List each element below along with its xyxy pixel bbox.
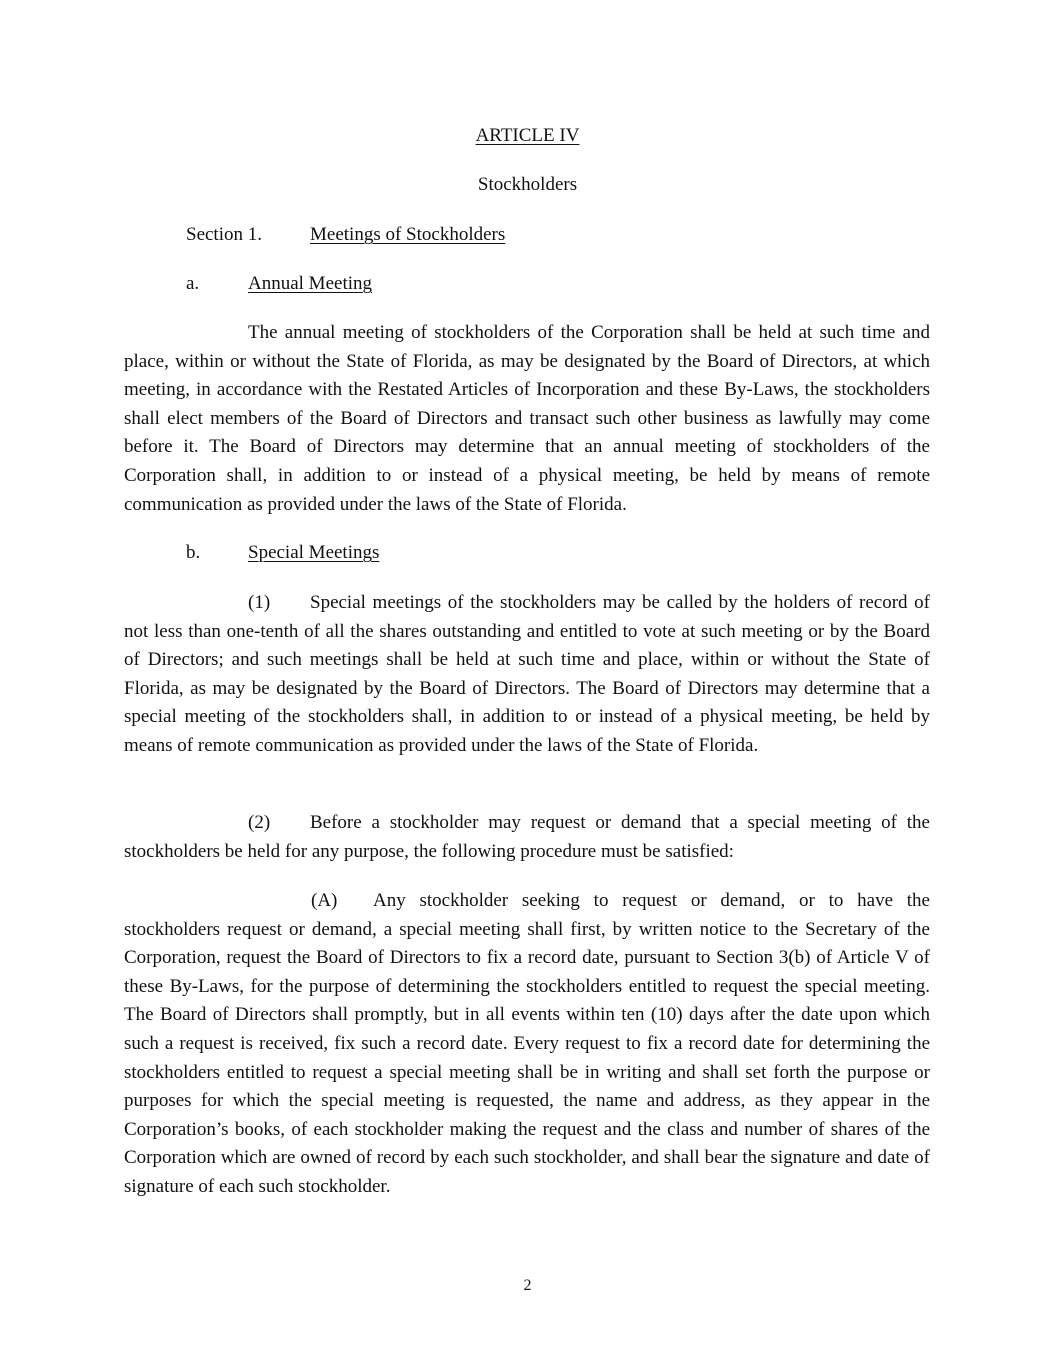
section-number: Section 1. <box>186 224 262 245</box>
special-meeting-paragraph-A <box>124 887 930 1202</box>
paragraph-A-text: Any stockholder seeking to request or demand, or to have the stockholders request or demand, a special meeting shall first, by written notice to the Secretary of the Corporation, request the Board of Directors to fix a record date, pursuant to Section 3(b) of Article V of these By-Laws, for the purpose of determining the stockholders entitled to request the special meeting. The Board of Directors shall promptly, but in all events within ten (10) days after the date upon which such a request is received, fix such a record date. Every request to fix a record date for determining the stockholders entitled to request a special meeting shall be in writing and shall set forth the purpose or purposes for which the special meeting is requested, the name and address, as they appear in the Corporation’s books, of each stockholder making the request and the class and number of shares of the Corporation which are owned of record by each such stockholder, and shall bear the signature and date of signature of each such stockholder. <box>124 890 930 1197</box>
subsection-b-heading <box>186 539 379 568</box>
article-title-text: ARTICLE IV <box>475 125 580 146</box>
special-meeting-paragraph-2 <box>124 809 930 866</box>
annual-meeting-paragraph: The annual meeting of stockholders of the Corporation shall be held at such time and place, within or without the State of Florida, as may be designated by the Board of Directors, at which meeting, in accordance with the Restated Articles of Incorporation and these By-Laws, the stockholders shall elect members of the Board of Directors and transact such other business as lawfully may come before it. The Board of Directors may determine that an annual meeting of stockholders of the Corporation shall, in addition to or instead of a physical meeting, be held by means of remote communication as provided under the laws of the State of Florida. <box>124 322 930 515</box>
article-title <box>0 122 1055 151</box>
subsection-b-title: Special Meetings <box>248 542 380 563</box>
article-subtitle: Stockholders <box>477 174 578 195</box>
subsection-b-letter: b. <box>186 542 201 563</box>
paragraph-2-text: Before a stockholder may request or demand that a special meeting of the stockholders be held for any purpose, the following procedure must be satisfied: <box>124 812 930 862</box>
paragraph-1-text: Special meetings of the stockholders may be called by the holders of record of not less than one-tenth of all the shares outstanding and entitled to vote at such meeting or by the Board of Directors; and such meetings shall be held at such time and place, within or without the State of Florida, as may be designated by the Board of Directors. The Board of Directors may determine that a special meeting of the stockholders shall, in addition to or instead of a physical meeting, be held by means of remote communication as provided under the laws of the State of Florida. <box>124 592 930 756</box>
subsection-a-title: Annual Meeting <box>248 273 373 294</box>
paragraph-A-label: (A) <box>311 890 338 911</box>
paragraph-2-label: (2) <box>248 812 271 833</box>
special-meeting-paragraph-1 <box>124 589 930 761</box>
paragraph-1-label: (1) <box>248 592 271 613</box>
page-number: 2 <box>523 1277 532 1294</box>
subsection-a-heading <box>186 270 372 299</box>
section-title: Meetings of Stockholders <box>310 224 506 245</box>
subsection-a-letter: a. <box>186 273 200 294</box>
section-heading <box>186 221 505 250</box>
